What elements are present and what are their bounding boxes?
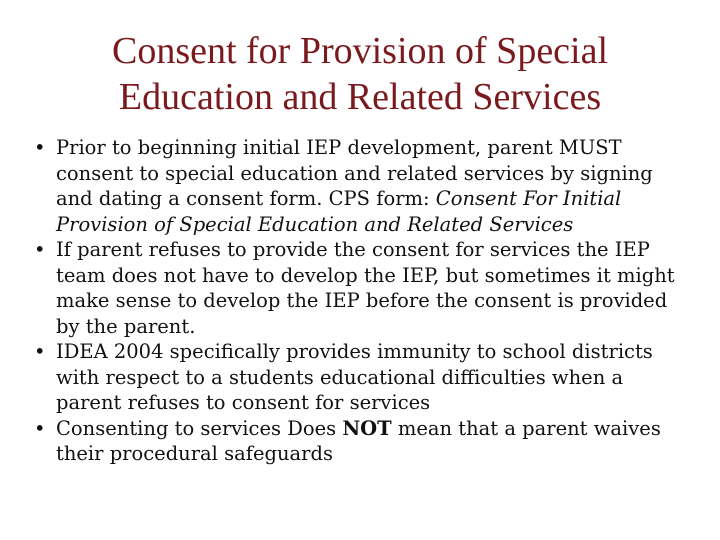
bullet-item <box>34 339 684 416</box>
slide-title <box>20 28 700 120</box>
bullet-item <box>34 237 684 339</box>
bullet-item <box>34 416 684 467</box>
bullet-text: If parent refuses to provide the consent for services the IEP team does not have to develop the IEP, but sometimes it might make sense to develop the IEP before the consent is provided by the parent. <box>56 238 675 338</box>
bullet-item <box>34 135 684 237</box>
slide-title-line-2: Education and Related Services <box>118 76 602 118</box>
slide-title-line-1: Consent for Provision of Special <box>111 30 609 72</box>
bullet-icon: • <box>34 416 46 440</box>
bullet-text-after: mean that a parent waives their procedural safeguards <box>56 416 661 465</box>
bullet-text: Prior to beginning initial IEP development, parent MUST consent to special education and related services by signing and dating a consent form. CPS form: <box>56 136 653 210</box>
bullet-icon: • <box>34 340 46 363</box>
bullet-italic-form-name: Consent For Initial Provision of Special Education and Related Services <box>56 187 622 236</box>
bullet-text: IDEA 2004 specifically provides immunity to school districts with respect to a students educational difficulties when a parent refuses to consent for services <box>56 340 653 414</box>
bullet-icon: • <box>34 136 46 159</box>
bullet-list <box>34 135 684 467</box>
bullet-bold-not: NOT <box>342 416 392 440</box>
bullet-icon: • <box>34 238 46 261</box>
bullet-text-before: Consenting to services Does <box>56 416 343 440</box>
